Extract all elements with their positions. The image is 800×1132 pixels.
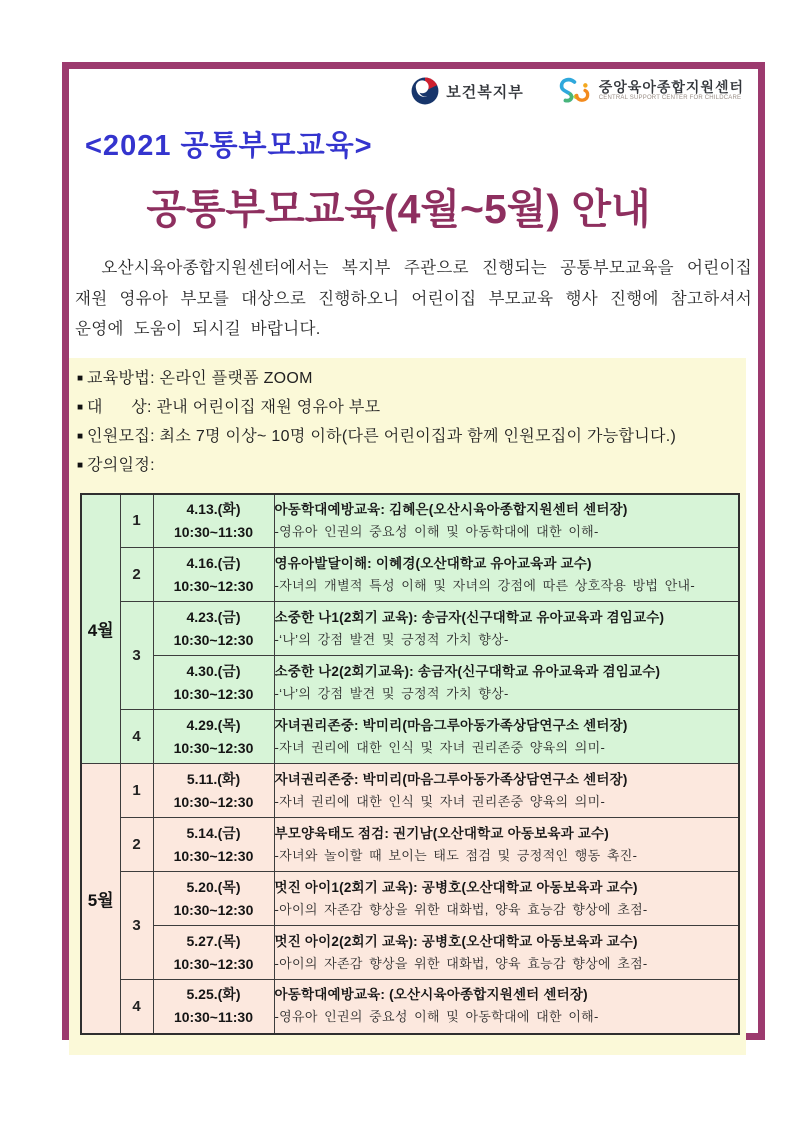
lecture-title: 자녀권리존중: 박미리(마음그루아동가족상담연구소 센터장) [274,717,628,733]
session-time: 10:30~12:30 [173,631,254,648]
table-row [81,872,739,926]
session-date: 4.23.(금) [186,608,241,625]
session-content [274,926,739,980]
session-datetime [153,818,274,872]
table-row [81,710,739,764]
session-date: 5.20.(목) [186,878,241,895]
april-section [81,494,739,764]
session-content [274,818,739,872]
logo-childcare-center [558,77,744,105]
session-time: 10:30~12:30 [173,685,254,702]
session-date: 4.13.(화) [186,500,241,517]
session-datetime [153,926,274,980]
session-number: 4 [120,980,153,1034]
session-time: 10:30~12:30 [173,577,254,594]
lecture-desc: -자녀 권리에 대한 인식 및 자녀 권리존중 양육의 의미- [274,739,606,755]
session-date: 4.16.(금) [186,554,241,571]
table-row [81,764,739,818]
childcare-center-swirl-icon [558,77,592,105]
bullet-education-method: ■ 교육방법: 온라인 플랫폼 ZOOM [77,365,746,394]
logo-row [69,69,758,117]
lecture-title: 소중한 나1(2회기 교육): 송금자(신구대학교 유아교육과 겸임교수) [274,609,665,625]
info-panel [69,358,746,1055]
month-cell: 4월 [81,494,120,764]
session-number: 2 [120,548,153,602]
session-datetime [153,656,274,710]
session-content [274,872,739,926]
session-number: 1 [120,764,153,818]
lecture-desc: -영유아 인권의 중요성 이해 및 아동학대에 대한 이해- [274,1009,599,1025]
session-content [274,602,739,656]
lecture-title: 부모양육태도 점검: 권기남(오산대학교 아동보육과 교수) [274,825,609,841]
session-datetime [153,980,274,1034]
session-content [274,494,739,548]
table-row [81,602,739,656]
document-title: 공통부모교육(4월~5월) 안내 [146,186,651,232]
table-row [81,926,739,980]
lecture-title: 자녀권리존중: 박미리(마음그루아동가족상담연구소 센터장) [274,771,628,787]
lecture-desc: -아이의 자존감 향상을 위한 대화법, 양육 효능감 향상에 초점- [274,901,648,917]
session-content [274,548,739,602]
mohw-taegeuk-icon [411,77,439,105]
intro-paragraph: 오산시육아종합지원센터에서는 복지부 주관으로 진행되는 공통부모교육을 어린이집 재원 영유아 부모를 대상으로 진행하오니 어린이집 부모교육 행사 진행에 참고하셔서 운영에 도움이 되시길 바랍니다. [75,259,752,339]
lecture-desc: -자녀 권리에 대한 인식 및 자녀 권리존중 양육의 의미- [274,793,606,809]
session-time: 10:30~12:30 [173,901,254,918]
table-row [81,980,739,1034]
session-number: 4 [120,710,153,764]
session-datetime [153,764,274,818]
session-time: 10:30~11:30 [173,523,254,540]
session-time: 10:30~11:30 [173,1009,254,1026]
table-row [81,494,739,548]
lecture-title: 아동학대예방교육: (오산시육아종합지원센터 센터장) [274,987,588,1003]
session-number: 2 [120,818,153,872]
session-time: 10:30~12:30 [173,793,254,810]
session-datetime [153,710,274,764]
lecture-desc: -‘나’의 강점 발견 및 긍정적 가치 향상- [274,631,509,647]
session-content [274,656,739,710]
session-datetime [153,494,274,548]
session-content [274,764,739,818]
lecture-title: 아동학대예방교육: 김혜은(오산시육아종합지원센터 센터장) [274,501,628,517]
info-bullet-list [69,365,746,481]
square-bullet-icon: ■ [77,459,84,471]
lecture-desc: -‘나’의 강점 발견 및 긍정적 가치 향상- [274,685,509,701]
lecture-title: 소중한 나2(2회기교육): 송금자(신구대학교 유아교육과 겸임교수) [274,663,661,679]
lecture-title: 영유아발달이해: 이혜경(오산대학교 유아교육과 교수) [274,555,592,571]
session-datetime [153,872,274,926]
session-date: 4.29.(목) [186,716,241,733]
session-date: 5.27.(목) [186,932,241,949]
session-number: 1 [120,494,153,548]
session-datetime [153,548,274,602]
month-cell: 5월 [81,764,120,1034]
lecture-desc: -영유아 인권의 중요성 이해 및 아동학대에 대한 이해- [274,523,599,539]
lecture-desc: -자녀와 놀이할 때 보이는 태도 점검 및 긍정적인 행동 촉진- [274,847,638,863]
session-date: 5.14.(금) [186,824,241,841]
document-subtitle: <2021 공통부모교육> [85,130,373,162]
document-border-frame [62,62,765,1040]
childcare-center-logo-subtitle: CENTRAL SUPPORT CENTER FOR CHILDCARE [598,95,742,102]
may-section [81,764,739,1034]
square-bullet-icon: ■ [77,430,84,442]
session-content [274,980,739,1034]
table-row [81,818,739,872]
table-row [81,656,739,710]
session-date: 4.30.(금) [186,662,241,679]
session-datetime [153,602,274,656]
square-bullet-icon: ■ [77,372,84,384]
lecture-desc: -아이의 자존감 향상을 위한 대화법, 양육 효능감 향상에 초점- [274,955,648,971]
table-row [81,548,739,602]
bullet-recruitment: ■ 인원모집: 최소 7명 이상~ 10명 이하(다른 어린이집과 함께 인원모집이 가능합니다.) [77,423,746,452]
session-time: 10:30~12:30 [173,739,254,756]
session-date: 5.11.(화) [186,770,241,787]
bullet-lecture-schedule: ■ 강의일정: [77,452,746,481]
session-time: 10:30~12:30 [173,955,254,972]
lecture-desc: -자녀의 개별적 특성 이해 및 자녀의 강점에 따른 상호작용 방법 안내- [274,577,696,593]
childcare-center-logo-label: 중앙육아종합지원센터 [598,79,744,95]
lecture-title: 멋진 아이1(2회기 교육): 공병호(오산대학교 아동보육과 교수) [274,879,638,895]
session-date: 5.25.(화) [186,986,241,1003]
session-number: 3 [120,602,153,710]
lecture-title: 멋진 아이2(2회기 교육): 공병호(오산대학교 아동보육과 교수) [274,933,638,949]
bullet-target: ■ 대 상: 관내 어린이집 재원 영유아 부모 [77,394,746,423]
logo-mohw [411,77,523,105]
session-time: 10:30~12:30 [173,847,254,864]
session-number: 3 [120,872,153,980]
square-bullet-icon: ■ [77,401,84,413]
mohw-logo-label: 보건복지부 [446,83,524,101]
session-content [274,710,739,764]
schedule-table [80,493,740,1035]
